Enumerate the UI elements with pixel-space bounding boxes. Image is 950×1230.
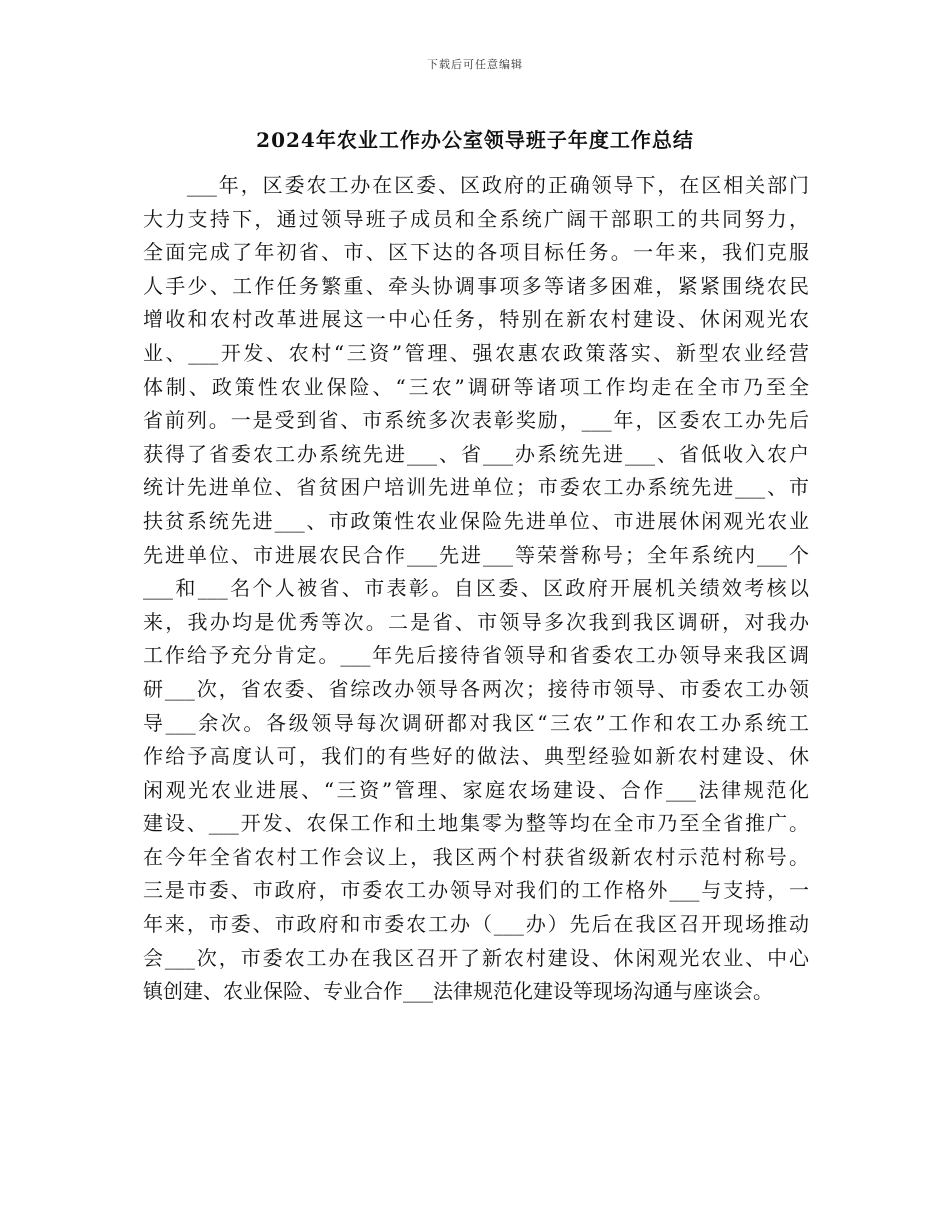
body-line: 统计先进单位、省贫困户培训先进单位；市委农工办系统先进___、市 xyxy=(143,475,809,500)
body-line: ___年，区委农工办在区委、区政府的正确领导下，在区相关部门 xyxy=(143,173,809,197)
body-line: 获得了省委农工办系统先进___、省___办系统先进___、省低收入农户 xyxy=(143,441,809,466)
body-line: 闲观光农业进展、“三资”管理、家庭农场建设、合作___法律规范化 xyxy=(143,777,809,802)
body-line: 体制、政策性农业保险、“三农”调研等诸项工作均走在全市乃至全 xyxy=(143,374,809,399)
body-line: 三是市委、市政府，市委农工办领导对我们的工作格外___与支持，一 xyxy=(143,878,809,903)
body-line: 工作给予充分肯定。___年先后接待省领导和省委农工办领导来我区调 xyxy=(143,643,809,668)
body-line: 扶贫系统先进___、市政策性农业保险先进单位、市进展休闲观光农业 xyxy=(143,508,809,533)
body-line: 来，我办均是优秀等次。二是省、市领导多次我到我区调研，对我办 xyxy=(143,609,809,634)
body-line: 建设、___开发、农保工作和土地集零为整等均在全市乃至全省推广。 xyxy=(143,811,809,836)
body-line: 全面完成了年初省、市、区下达的各项目标任务。一年来，我们克服 xyxy=(143,240,809,265)
body-line: 研___次，省农委、省综改办领导各两次；接待市领导、市委农工办领 xyxy=(143,676,809,701)
document-body xyxy=(143,169,809,1009)
body-line: 业、___开发、农村“三资”管理、强农惠农政策落实、新型农业经营 xyxy=(143,340,809,365)
body-line: 年来，市委、市政府和市委农工办（___办）先后在我区召开现场推动 xyxy=(143,912,809,937)
body-line: 增收和农村改革进展这一中心任务，特别在新农村建设、休闲观光农 xyxy=(143,307,809,332)
header-note: 下载后可任意编辑 xyxy=(427,58,523,71)
body-line: 在今年全省农村工作会议上，我区两个村获省级新农村示范村称号。 xyxy=(143,844,809,869)
body-line: 导___余次。各级领导每次调研都对我区“三农”工作和农工办系统工 xyxy=(143,710,809,735)
body-line: ___和___名个人被省、市表彰。自区委、区政府开展机关绩效考核以 xyxy=(143,576,809,601)
body-line: 省前列。一是受到省、市系统多次表彰奖励，___年，区委农工办先后 xyxy=(143,408,809,433)
body-line: 会___次，市委农工办在我区召开了新农村建设、休闲观光农业、中心 xyxy=(143,945,809,970)
body-line: 镇创建、农业保险、专业合作___法律规范化建设等现场沟通与座谈会。 xyxy=(143,979,773,1004)
body-line: 人手少、工作任务繁重、牵头协调事项多等诸多困难，紧紧围绕农民 xyxy=(143,273,809,298)
body-line: 先进单位、市进展农民合作___先进___等荣誉称号；全年系统内___个 xyxy=(143,542,809,567)
document-title: 2024年农业工作办公室领导班子年度工作总结 xyxy=(256,128,694,152)
body-line: 作给予高度认可，我们的有些好的做法、典型经验如新农村建设、休 xyxy=(143,744,809,769)
body-line: 大力支持下，通过领导班子成员和全系统广阔干部职工的共同努力， xyxy=(143,206,809,231)
